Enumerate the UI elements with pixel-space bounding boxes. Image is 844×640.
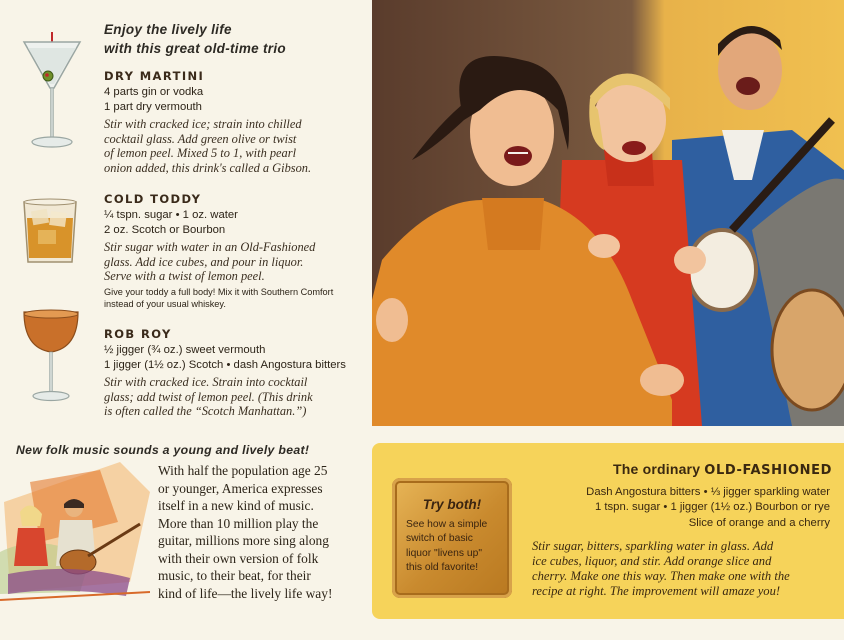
recipe-cold-toddy xyxy=(104,192,366,310)
directions-line: Stir with cracked ice; strain into chilled xyxy=(104,117,302,131)
ingredient-line: Slice of orange and a cherry xyxy=(688,516,830,529)
title-main: OLD-FASHIONED xyxy=(704,463,832,478)
recipe-ingredient: 4 parts gin or vodka xyxy=(104,86,204,98)
headline-line2: with this great old-time trio xyxy=(104,41,286,56)
directions-line: cherry. Make one this way. Then make one with the xyxy=(532,569,790,583)
recipe-ingredient: ½ jigger (¾ oz.) sweet vermouth xyxy=(104,344,266,356)
directions-line: cocktail glass. Add green olive or twist xyxy=(104,131,297,146)
tip-line: instead of your usual whiskey. xyxy=(104,298,226,309)
recipe-ingredient: 1 part dry vermouth xyxy=(104,101,202,113)
title-prefix: The ordinary xyxy=(613,461,705,477)
page-headline xyxy=(104,20,354,58)
folk-line: guitar, millions more sing along xyxy=(158,533,329,548)
cocktail-glass-icon xyxy=(18,306,84,404)
recipe-title: DRY MARTINI xyxy=(104,69,205,83)
directions-line: Stir with cracked ice. Strain into cocktail xyxy=(104,375,308,389)
try-line: this old favorite! xyxy=(406,562,479,574)
folk-line: kind of life—the lively life way! xyxy=(158,585,333,601)
recipe-title: ROB ROY xyxy=(104,327,172,341)
folk-line: With half the population age 25 xyxy=(158,463,328,478)
old-fashioned-ingredients xyxy=(530,485,830,531)
folk-paragraph xyxy=(158,462,366,602)
directions-line: Stir sugar, bitters, sparkling water in glass. Add xyxy=(532,539,774,553)
recipe-ingredient: 1 jigger (1½ oz.) Scotch • dash Angostura bitters xyxy=(104,359,346,371)
recipe-ingredient: ¼ tspn. sugar • 1 oz. water xyxy=(104,209,238,221)
directions-line: recipe at right. The improvement will amaze you! xyxy=(532,584,781,598)
folk-headline: New folk music sounds a young and lively beat! xyxy=(16,443,310,457)
headline-line1: Enjoy the lively life xyxy=(104,22,232,37)
recipe-directions xyxy=(104,240,366,284)
recipe-tip xyxy=(104,286,366,310)
directions-line: glass. Add ice cubes, and pour in liquor. xyxy=(104,254,304,269)
directions-line: Stir sugar with water in an Old-Fashioned xyxy=(104,240,316,254)
folk-line: music, to their beat, for their xyxy=(158,568,311,583)
directions-line: Serve with a twist of lemon peel. xyxy=(104,269,265,284)
folk-line: with their own version of folk xyxy=(158,550,319,566)
directions-line: ice cubes, liquor, and stir. Add orange slice and xyxy=(532,554,772,568)
ingredient-line: Dash Angostura bitters • ⅓ jigger sparkling water xyxy=(586,486,830,498)
recipe-directions xyxy=(104,375,366,419)
recipe-title: COLD TODDY xyxy=(104,192,202,206)
folk-singers-illustration xyxy=(0,462,150,612)
martini-glass-icon xyxy=(18,32,86,156)
ingredient-line: 1 tspn. sugar • 1 jigger (1½ oz.) Bourbon or rye xyxy=(594,501,830,514)
singing-group-photo xyxy=(372,0,844,426)
directions-line: onion added, this drink's called a Gibson. xyxy=(104,160,312,175)
directions-line: glass; add twist of lemon peel. (This drink xyxy=(104,389,313,404)
recipe-rob-roy xyxy=(104,327,366,419)
old-fashioned-glass-icon xyxy=(18,196,82,268)
folk-line: or younger, America expresses xyxy=(158,480,323,496)
directions-line: is often called the “Scotch Manhattan.”) xyxy=(104,404,307,419)
old-fashioned-directions xyxy=(532,539,832,599)
try-both-text xyxy=(406,518,506,576)
try-line: liquor "livens up" xyxy=(406,547,482,559)
recipe-dry-martini xyxy=(104,69,366,175)
tip-line: Give your toddy a full body! Mix it with Southern Comfort xyxy=(104,286,334,297)
recipe-ingredient: 2 oz. Scotch or Bourbon xyxy=(104,224,226,236)
folk-line: More than 10 million play the xyxy=(158,515,319,531)
old-fashioned-title xyxy=(613,461,832,478)
try-line: switch of basic xyxy=(406,533,473,545)
directions-line: of lemon peel. Mixed 5 to 1, with pearl xyxy=(104,146,297,161)
try-both-title: Try both! xyxy=(422,497,482,512)
folk-line: itself in a new kind of music. xyxy=(158,498,314,513)
recipe-directions xyxy=(104,117,366,175)
try-line: See how a simple xyxy=(406,519,488,530)
